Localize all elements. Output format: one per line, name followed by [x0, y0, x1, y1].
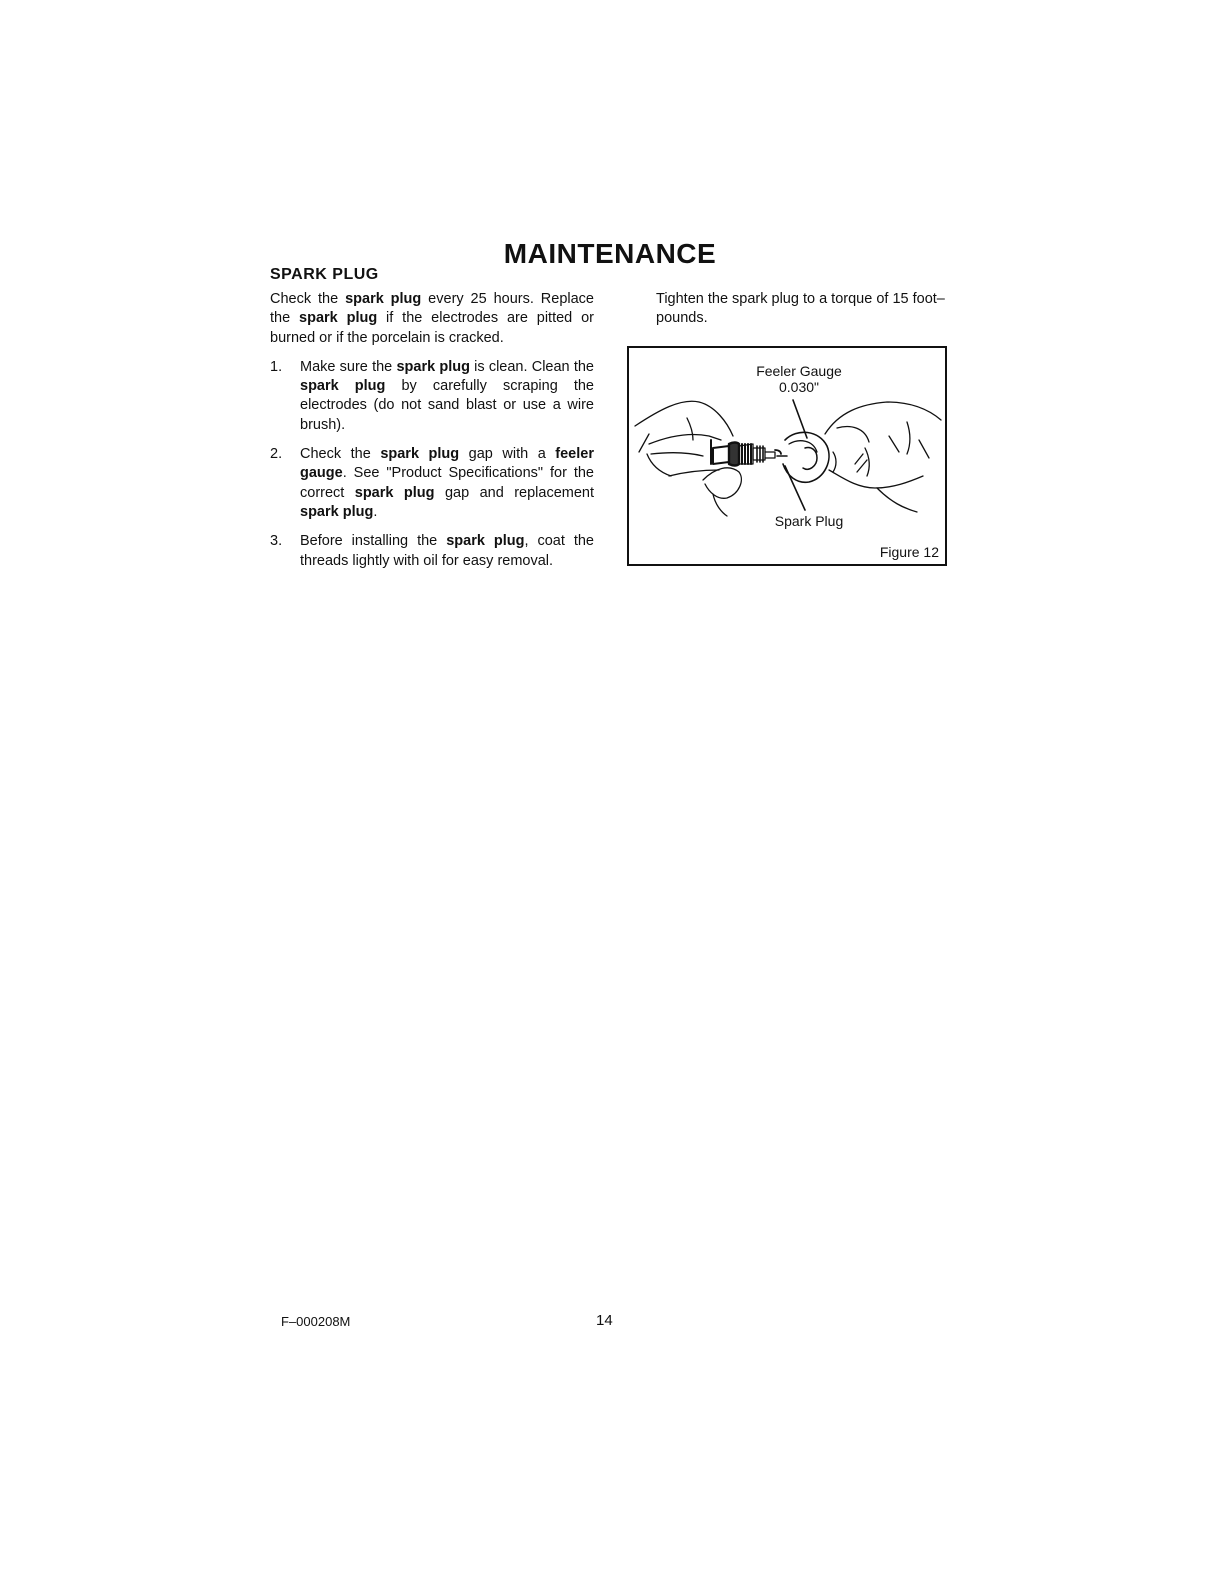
figure-caption: Figure 12	[879, 544, 939, 560]
page-number: 14	[596, 1312, 613, 1329]
text-run: Make sure the	[300, 358, 397, 375]
bold-term: spark plug	[300, 503, 374, 520]
text-run: gap with a	[459, 446, 556, 463]
bold-term: spark plug	[380, 446, 460, 463]
bold-term: spark plug	[354, 484, 435, 501]
text-run: gap and replacement	[434, 484, 595, 501]
bold-term: spark plug	[446, 533, 525, 550]
step-item	[270, 445, 594, 522]
text-run: , coat the threads lightly with oil for easy removal.	[300, 533, 594, 569]
bold-term: feeler gauge	[300, 446, 594, 482]
step-number: 2.	[270, 446, 283, 463]
text-run: by carefully scraping the electrodes (do not sand blast or use a wire brush).	[300, 378, 595, 433]
steps-list	[270, 358, 594, 571]
step-item	[270, 358, 594, 435]
text-run: . See "Product Specifications" for the correct	[300, 465, 594, 501]
bold-term: spark plug	[300, 378, 386, 395]
spark-plug-label: Spark Plug	[774, 513, 844, 529]
step-item	[270, 532, 594, 571]
bold-term: spark plug	[396, 358, 470, 375]
figure-12	[627, 346, 947, 566]
step-number: 1.	[270, 358, 283, 375]
feeler-gauge-label	[699, 363, 899, 395]
text-run: Check the	[300, 446, 381, 463]
text-run: if the electrodes are pitted or burned or if the porcelain is cracked.	[270, 310, 594, 346]
feeler-gauge-label-line1: Feeler Gauge	[756, 363, 842, 379]
document-code: F–000208M	[281, 1314, 351, 1329]
bold-term: spark plug	[345, 291, 422, 307]
page-title: MAINTENANCE	[503, 238, 717, 269]
feeler-gauge-label-line2: 0.030"	[778, 379, 819, 395]
text-run: Check the	[270, 291, 346, 307]
text-run: every 25 hours. Replace the	[270, 291, 594, 327]
step-number: 3.	[270, 533, 283, 550]
left-column	[270, 290, 594, 581]
bold-term: spark plug	[299, 310, 378, 327]
torque-note: Tighten the spark plug to a torque of 15 foot–pounds.	[656, 291, 945, 327]
text-run: .	[373, 503, 378, 520]
text-run: Before installing the	[300, 533, 447, 550]
intro-paragraph	[270, 290, 594, 348]
text-run: is clean. Clean the	[469, 358, 594, 375]
section-heading: SPARK PLUG	[270, 266, 379, 283]
